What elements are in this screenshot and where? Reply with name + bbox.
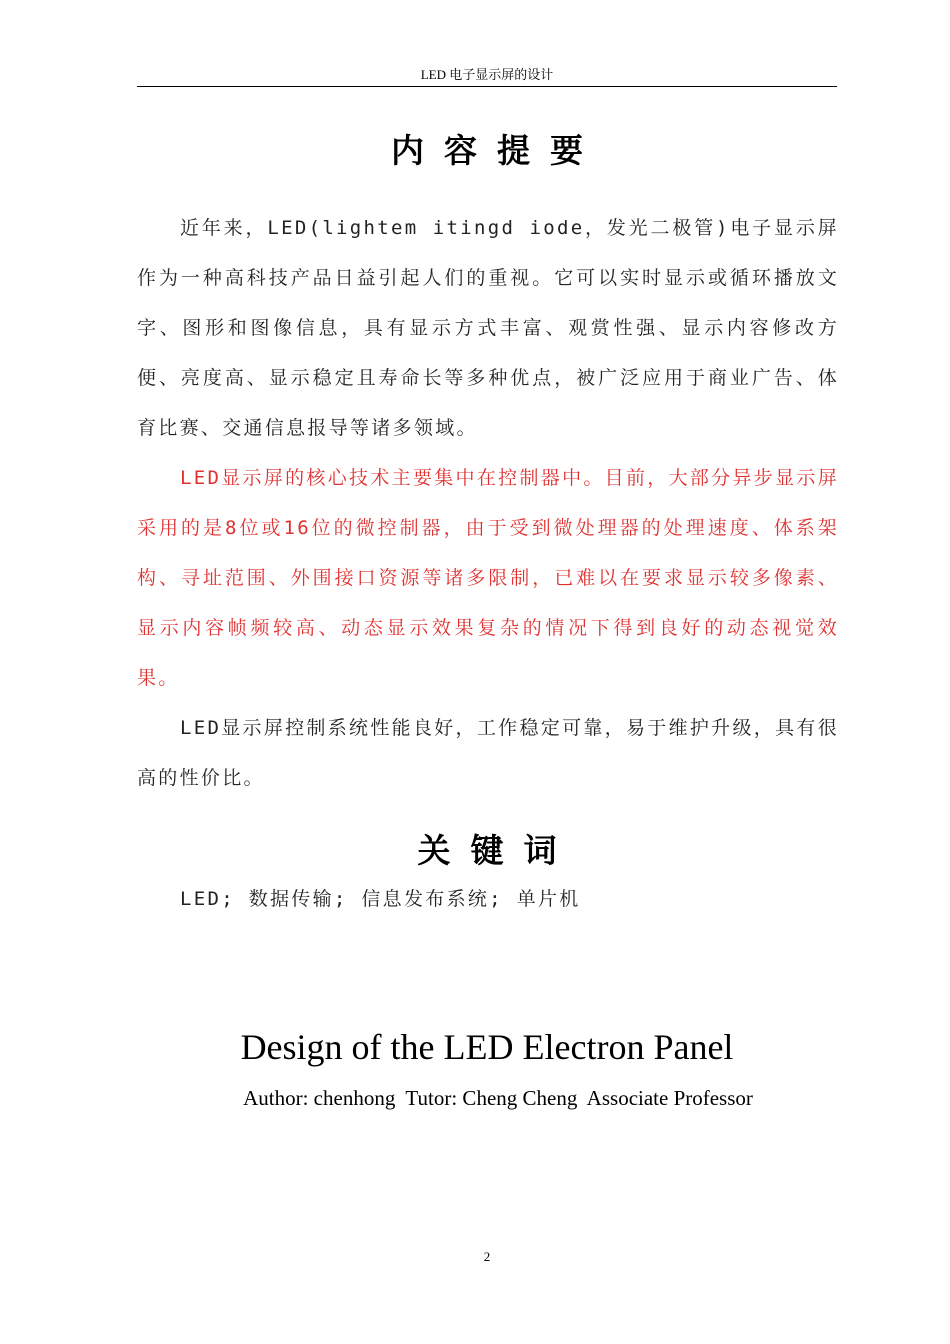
page-number: 2 — [483, 1249, 491, 1264]
english-title: Design of the LED Electron Panel — [240, 1027, 734, 1067]
keywords-text: LED; 数据传输; 信息发布系统; 单片机 — [180, 888, 581, 910]
abstract-paragraph-3: LED显示屏控制系统性能良好，工作稳定可靠，易于维护升级，具有很高的性价比。 — [137, 717, 839, 789]
abstract-paragraph-2-highlighted: LED显示屏的核心技术主要集中在控制器中。目前，大部分异步显示屏采用的是8位或16位的微控制器，由于受到微处理器的处理速度、体系架构、寻址范围、外围接口资源等诸多限制，已难以在要求显示较多像素、显示内容帧频较高、动态显示效果复杂的情况下得到良好的动态视觉效果。 — [137, 467, 839, 689]
keywords-heading: 关键词 — [417, 831, 577, 870]
running-header: LED 电子显示屏的设计 — [420, 67, 554, 82]
abstract-body — [137, 203, 839, 803]
english-author-line: Author: chenhong Tutor: Cheng Cheng Associate Professor — [243, 1086, 753, 1110]
abstract-paragraph-1: 近年来，LED(lightem itingd iode，发光二极管)电子显示屏作为一种高科技产品日益引起人们的重视。它可以实时显示或循环播放文字、图形和图像信息，具有显示方式丰富、观赏性强、显示内容修改方便、亮度高、显示稳定且寿命长等多种优点，被广泛应用于商业广告、体育比赛、交通信息报导等诸多领域。 — [137, 217, 839, 439]
abstract-heading: 内容提要 — [391, 131, 603, 170]
header-rule — [137, 86, 837, 87]
